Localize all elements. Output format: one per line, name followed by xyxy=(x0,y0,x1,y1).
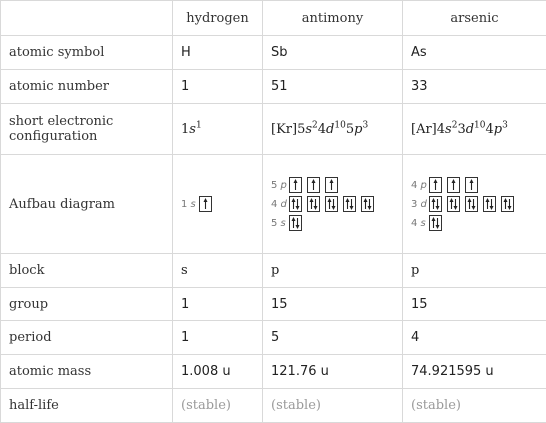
orbital-label: 3 d xyxy=(411,199,429,210)
electron-pair-box xyxy=(325,196,338,212)
orbital-row xyxy=(411,196,538,212)
up-arrow-icon xyxy=(466,178,477,192)
electron-pair-box xyxy=(429,196,442,212)
cell-arsenic: As xyxy=(403,36,546,70)
row-electronic-configuration xyxy=(1,104,546,155)
up-arrow-icon xyxy=(290,178,301,192)
electron-pair-box xyxy=(465,196,478,212)
row-group xyxy=(1,288,546,321)
electron-pair-box xyxy=(289,215,302,231)
electron-up-box xyxy=(307,177,320,193)
cell-hydrogen: 1.008 u xyxy=(173,355,263,389)
up-down-arrow-icon xyxy=(430,197,441,211)
cell-antimony: 15 xyxy=(263,288,403,321)
up-arrow-icon xyxy=(308,178,319,192)
orbital-label: 5 s xyxy=(271,218,289,229)
up-down-arrow-icon xyxy=(502,197,513,211)
row-label: atomic symbol xyxy=(1,36,173,70)
up-arrow-icon xyxy=(448,178,459,192)
orbital-row xyxy=(411,215,538,231)
cell-arsenic: 33 xyxy=(403,70,546,104)
row-aufbau-diagram xyxy=(1,155,546,254)
row-atomic-number xyxy=(1,70,546,104)
cell-antimony xyxy=(263,155,403,254)
cell-antimony: 121.76 u xyxy=(263,355,403,389)
orbital-label: 4 d xyxy=(271,199,289,210)
header-antimony: antimony xyxy=(263,1,403,36)
cell-hydrogen: (stable) xyxy=(173,389,263,423)
cell-arsenic: $[Ar]4s^23d^{10}4p^3$ xyxy=(403,104,546,155)
row-label: Aufbau diagram xyxy=(1,155,173,254)
row-label: block xyxy=(1,254,173,288)
cell-hydrogen: 1 xyxy=(173,70,263,104)
up-arrow-icon xyxy=(430,178,441,192)
up-down-arrow-icon xyxy=(344,197,355,211)
cell-antimony: Sb xyxy=(263,36,403,70)
electron-up-box xyxy=(289,177,302,193)
orbital-row xyxy=(181,196,254,212)
electron-up-box xyxy=(465,177,478,193)
row-label: atomic number xyxy=(1,70,173,104)
electron-pair-box xyxy=(289,196,302,212)
orbital-label: 4 p xyxy=(411,180,429,191)
electron-pair-box xyxy=(483,196,496,212)
electron-pair-box xyxy=(307,196,320,212)
row-atomic-symbol xyxy=(1,36,546,70)
row-label: period xyxy=(1,321,173,355)
cell-hydrogen xyxy=(173,155,263,254)
cell-arsenic: p xyxy=(403,254,546,288)
row-block xyxy=(1,254,546,288)
row-label: half-life xyxy=(1,389,173,423)
cell-arsenic: 15 xyxy=(403,288,546,321)
electron-pair-box xyxy=(447,196,460,212)
up-down-arrow-icon xyxy=(290,197,301,211)
cell-antimony: (stable) xyxy=(263,389,403,423)
electron-pair-box xyxy=(429,215,442,231)
orbital-row xyxy=(411,177,538,193)
cell-hydrogen: 1 xyxy=(173,321,263,355)
orbital-label: 4 s xyxy=(411,218,429,229)
cell-hydrogen: 1 xyxy=(173,288,263,321)
orbital-row xyxy=(271,215,394,231)
up-arrow-icon xyxy=(200,197,211,211)
cell-antimony: 5 xyxy=(263,321,403,355)
cell-antimony: $[Kr]5s^24d^{10}5p^3$ xyxy=(263,104,403,155)
cell-arsenic: 74.921595 u xyxy=(403,355,546,389)
up-down-arrow-icon xyxy=(430,216,441,230)
up-arrow-icon xyxy=(326,178,337,192)
header-hydrogen: hydrogen xyxy=(173,1,263,36)
electron-up-box xyxy=(325,177,338,193)
cell-antimony: p xyxy=(263,254,403,288)
electron-up-box xyxy=(429,177,442,193)
row-label: atomic mass xyxy=(1,355,173,389)
orbital-row xyxy=(271,177,394,193)
row-atomic-mass xyxy=(1,355,546,389)
orbital-label: 5 p xyxy=(271,180,289,191)
header-row xyxy=(1,1,546,36)
header-arsenic: arsenic xyxy=(403,1,546,36)
orbital-label: 1 s xyxy=(181,199,199,210)
up-down-arrow-icon xyxy=(484,197,495,211)
cell-arsenic: 4 xyxy=(403,321,546,355)
electron-pair-box xyxy=(361,196,374,212)
row-label: short electronic configuration xyxy=(1,104,173,155)
up-down-arrow-icon xyxy=(290,216,301,230)
row-label: group xyxy=(1,288,173,321)
orbital-row xyxy=(271,196,394,212)
cell-hydrogen: s xyxy=(173,254,263,288)
up-down-arrow-icon xyxy=(326,197,337,211)
up-down-arrow-icon xyxy=(448,197,459,211)
electron-up-box xyxy=(199,196,212,212)
electron-pair-box xyxy=(343,196,356,212)
row-half-life xyxy=(1,389,546,423)
cell-hydrogen: $1s^1$ xyxy=(173,104,263,155)
up-down-arrow-icon xyxy=(308,197,319,211)
header-corner xyxy=(1,1,173,36)
up-down-arrow-icon xyxy=(362,197,373,211)
electron-pair-box xyxy=(501,196,514,212)
electron-up-box xyxy=(447,177,460,193)
cell-antimony: 51 xyxy=(263,70,403,104)
cell-arsenic xyxy=(403,155,546,254)
up-down-arrow-icon xyxy=(466,197,477,211)
row-period xyxy=(1,321,546,355)
cell-hydrogen: H xyxy=(173,36,263,70)
cell-arsenic: (stable) xyxy=(403,389,546,423)
